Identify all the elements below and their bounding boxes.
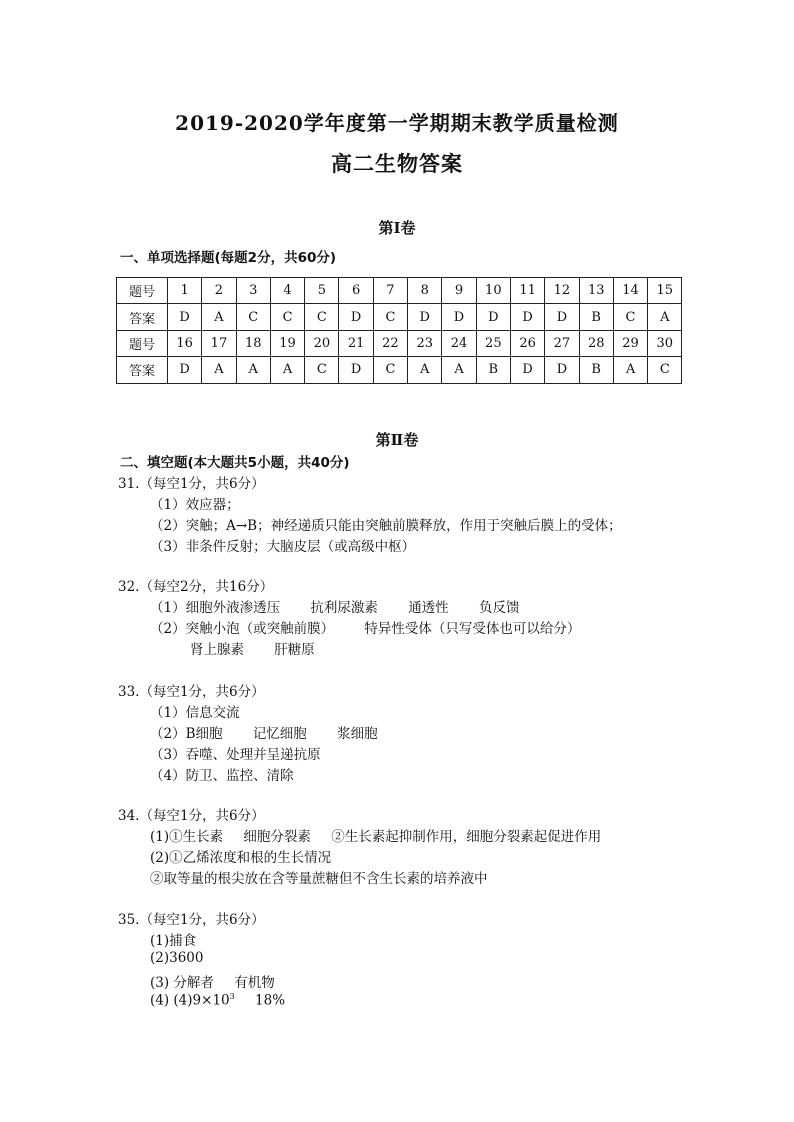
- table-cell: 11: [510, 278, 544, 304]
- q35-answer-5: (4) (4)9×10: [150, 992, 230, 1009]
- table-cell: C: [305, 357, 339, 383]
- q33-line2: [150, 722, 378, 742]
- table-cell: 18: [236, 330, 270, 356]
- q33-line3: （3）吞噬、处理并呈递抗原: [150, 747, 321, 763]
- table-cell: A: [613, 357, 647, 383]
- table-cell: 8: [408, 278, 442, 304]
- table-cell: D: [476, 304, 510, 330]
- table-cell: 3: [236, 278, 270, 304]
- table-row-label: 题号: [117, 278, 168, 304]
- table-cell: 14: [613, 278, 647, 304]
- part2-title: 第Ⅱ卷: [375, 431, 419, 449]
- q31-line1: （1）效应器；: [150, 497, 240, 513]
- table-cell: D: [168, 357, 202, 383]
- q32-answer-3: 通透性: [408, 600, 449, 616]
- table-cell: C: [373, 357, 407, 383]
- table-cell: D: [545, 304, 579, 330]
- q35-line3: [150, 971, 275, 991]
- table-cell: B: [579, 357, 613, 383]
- q31-heading: 31.（每空1分，共6分）: [118, 476, 265, 492]
- q33-heading: 33.（每空1分，共6分）: [118, 684, 265, 700]
- table-cell: D: [339, 357, 373, 383]
- q34-heading: 34.（每空1分，共6分）: [118, 808, 265, 824]
- table-cell: A: [442, 357, 476, 383]
- q35-exponent: 3: [229, 992, 235, 1001]
- document-title: 2019-2020学年度第一学期期末教学质量检测: [175, 111, 619, 135]
- q33-line1: （1）信息交流: [150, 705, 240, 721]
- section2-heading: 二、填空题(本大题共5小题，共40分): [120, 455, 350, 471]
- table-cell: 5: [305, 278, 339, 304]
- table-cell: D: [442, 304, 476, 330]
- q34-line2: (2)①乙烯浓度和根的生长情况: [150, 850, 332, 866]
- q32-answer-2: 抗利尿激素: [310, 600, 378, 616]
- table-cell: A: [270, 357, 304, 383]
- q33-answer-3: 记忆细胞: [252, 726, 307, 742]
- table-cell: A: [202, 304, 236, 330]
- table-cell: C: [236, 304, 270, 330]
- table-row-numbers-1: [117, 278, 682, 304]
- table-cell: B: [476, 357, 510, 383]
- table-cell: D: [510, 357, 544, 383]
- q32-heading: 32.（每空2分，共16分）: [118, 579, 274, 595]
- table-row-answers-1: [117, 304, 682, 330]
- q32-line3: [190, 638, 315, 658]
- table-cell: B: [579, 304, 613, 330]
- table-cell: 20: [305, 330, 339, 356]
- q35-answer-4: 有机物: [234, 975, 275, 991]
- table-row-label: 题号: [117, 330, 168, 356]
- table-cell: D: [408, 304, 442, 330]
- q32-answer-8: 肝糖原: [274, 642, 315, 658]
- q35-answer-6: 18%: [255, 992, 286, 1009]
- table-cell: 21: [339, 330, 373, 356]
- section1-heading: 一、单项选择题(每题2分，共60分): [120, 250, 337, 266]
- table-cell: C: [648, 357, 682, 383]
- q33-answer-4: 浆细胞: [337, 726, 378, 742]
- table-cell: A: [648, 304, 682, 330]
- q32-answer-4: 负反馈: [478, 600, 520, 616]
- table-cell: D: [545, 357, 579, 383]
- table-cell: 13: [579, 278, 613, 304]
- q32-line1: [150, 596, 519, 616]
- q31-line3: （3）非条件反射；大脑皮层（或高级中枢）: [150, 539, 416, 555]
- table-cell: 22: [373, 330, 407, 356]
- table-cell: A: [408, 357, 442, 383]
- q32-answer-5: （2）突触小泡（或突触前膜）: [150, 621, 335, 637]
- q35-answer-3: (3) 分解者: [150, 975, 214, 991]
- q32-line2: [150, 617, 580, 637]
- table-cell: 16: [168, 330, 202, 356]
- table-cell: 28: [579, 330, 613, 356]
- part1-title: 第Ⅰ卷: [378, 219, 416, 237]
- table-cell: 29: [613, 330, 647, 356]
- q32-answer-7: 肾上腺素: [190, 642, 244, 658]
- table-cell: 9: [442, 278, 476, 304]
- table-cell: D: [168, 304, 202, 330]
- q34-line3: ②取等量的根尖放在含等量蔗糖但不含生长素的培养液中: [150, 871, 488, 887]
- table-cell: D: [339, 304, 373, 330]
- table-cell: 27: [545, 330, 579, 356]
- q34-answer-2: 细胞分裂素: [243, 829, 311, 845]
- table-cell: 30: [648, 330, 682, 356]
- table-row-answers-2: [117, 357, 682, 383]
- table-cell: 23: [408, 330, 442, 356]
- q35-heading: 35.（每空1分，共6分）: [118, 912, 265, 928]
- table-cell: 4: [270, 278, 304, 304]
- table-cell: C: [373, 304, 407, 330]
- table-cell: A: [202, 357, 236, 383]
- table-cell: 12: [545, 278, 579, 304]
- q34-answer-3: ②生长素起抑制作用，细胞分裂素起促进作用: [331, 829, 602, 845]
- q32-answer-1: （1）细胞外液渗透压: [150, 600, 281, 616]
- table-row-label: 答案: [117, 357, 168, 383]
- q31-line2: （2）突触；A→B；神经递质只能由突触前膜释放，作用于突触后膜上的受体；: [150, 518, 622, 534]
- q35-line2: (2)3600: [150, 950, 204, 966]
- document-subtitle: 高二生物答案: [331, 151, 463, 176]
- q35-line4: [150, 992, 285, 1009]
- table-cell: 26: [510, 330, 544, 356]
- table-row-numbers-2: [117, 330, 682, 356]
- choice-answer-table: [116, 277, 682, 384]
- table-cell: 6: [339, 278, 373, 304]
- table-cell: 10: [476, 278, 510, 304]
- table-cell: D: [510, 304, 544, 330]
- table-cell: 1: [168, 278, 202, 304]
- table-cell: 2: [202, 278, 236, 304]
- table-cell: 7: [373, 278, 407, 304]
- q35-line1: (1)捕食: [150, 933, 197, 949]
- table-cell: A: [236, 357, 270, 383]
- table-row-label: 答案: [117, 304, 168, 330]
- table-cell: 24: [442, 330, 476, 356]
- table-cell: C: [613, 304, 647, 330]
- table-cell: 19: [270, 330, 304, 356]
- table-cell: C: [305, 304, 339, 330]
- q32-answer-6: 特异性受体（只写受体也可以给分）: [364, 621, 581, 637]
- q34-line1: [150, 825, 601, 845]
- table-cell: 25: [476, 330, 510, 356]
- q33-answer-2: （2）B细胞: [150, 726, 223, 742]
- q34-answer-1: (1)①生长素: [150, 829, 224, 845]
- table-cell: 15: [648, 278, 682, 304]
- table-cell: C: [270, 304, 304, 330]
- table-cell: 17: [202, 330, 236, 356]
- q33-line4: （4）防卫、监控、清除: [150, 768, 294, 784]
